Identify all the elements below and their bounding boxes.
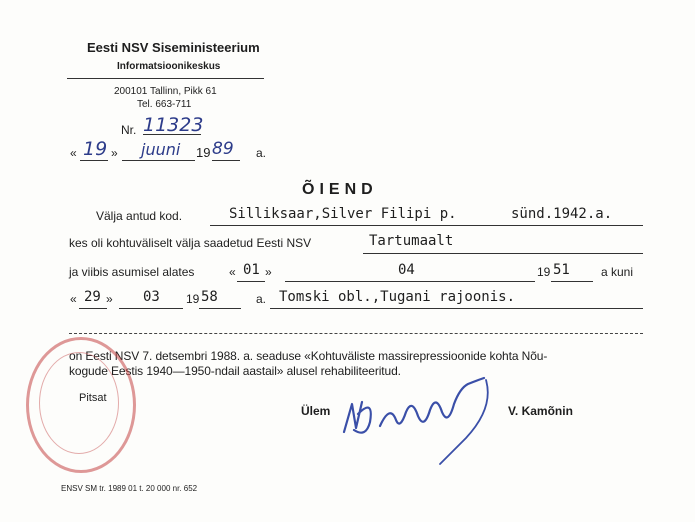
person-name: Silliksaar,Silver Filipi p. — [229, 206, 457, 222]
exile-end-day-underline — [79, 308, 107, 309]
date-year-prefix: 19 — [196, 145, 211, 160]
date-day: 19 — [83, 138, 108, 160]
reference-prefix: Nr. — [121, 123, 137, 137]
deported-from: Tartumaalt — [369, 233, 454, 249]
document-title: ÕIEND — [302, 181, 378, 198]
date-month-underline — [122, 160, 195, 161]
handwritten-signature — [336, 368, 506, 468]
reference-underline — [143, 134, 201, 135]
signatory-name: V. Kamõnin — [508, 404, 573, 418]
exile-start-day-underline — [237, 281, 265, 282]
exile-end-month-underline — [119, 308, 183, 309]
exile-location: Tomski obl.,Tugani rajoonis. — [279, 289, 516, 305]
exile-end-day: 29 — [84, 289, 101, 305]
exile-end-a: a. — [256, 292, 267, 306]
exile-end-year-suffix: 58 — [201, 289, 218, 305]
exile-until-label: a kuni — [601, 265, 634, 279]
exile-start-year-suffix: 51 — [553, 262, 570, 278]
stamp-label: Pitsat — [79, 392, 107, 404]
exile-start-month: 04 — [398, 262, 415, 278]
legal-text-line-2: kogude Eestis 1940—1950-ndail aastail» alusel rehabiliteeritud. — [69, 364, 401, 378]
date-suffix: a. — [256, 146, 267, 160]
signatory-role: Ülem — [301, 404, 331, 418]
deported-label: kes oli kohtuväliselt välja saadetud Eesti NSV — [69, 236, 312, 250]
exile-label: ja viibis asumisel alates — [69, 265, 195, 279]
exile-end-year-prefix: 19 — [186, 292, 200, 306]
ministry-name: Eesti NSV Siseministeerium — [87, 40, 260, 55]
exile-start-open-quote: « — [229, 265, 236, 279]
reference-number: 11323 — [143, 114, 204, 136]
date-month: juuni — [141, 140, 181, 159]
birth-year: sünd.1942.a. — [511, 206, 613, 222]
date-close-quote: » — [111, 146, 118, 160]
place-underline — [363, 253, 643, 254]
exile-end-month: 03 — [143, 289, 160, 305]
exile-end-year-underline — [199, 308, 241, 309]
name-underline — [210, 225, 643, 226]
date-year-underline — [212, 160, 240, 161]
exile-end-close-quote: » — [106, 292, 113, 306]
legal-text-line-1: on Eesti NSV 7. detsembri 1988. a. seaduse «Kohtuväliste massirepressioonide kohta Nõu- — [69, 349, 548, 363]
exile-start-year-underline — [551, 281, 593, 282]
exile-start-close-quote: » — [265, 265, 272, 279]
center-name: Informatsioonikeskus — [117, 61, 221, 72]
exile-start-day: 01 — [243, 262, 260, 278]
print-footer: ENSV SM tr. 1989 01 t. 20 000 nr. 652 — [61, 484, 198, 493]
header-phone: Tel. 663-711 — [137, 99, 192, 110]
exile-end-open-quote: « — [70, 292, 77, 306]
date-year-suffix: 89 — [212, 139, 234, 159]
header-address: 200101 Tallinn, Pikk 61 — [114, 86, 217, 97]
date-day-underline — [80, 160, 108, 161]
header-divider — [67, 78, 264, 79]
issued-label: Välja antud kod. — [96, 209, 183, 223]
exile-start-month-underline — [285, 281, 535, 282]
exile-start-year-prefix: 19 — [537, 265, 551, 279]
official-stamp — [26, 337, 136, 473]
blank-line — [69, 333, 643, 334]
date-open-quote: « — [70, 146, 77, 160]
exile-location-underline — [270, 308, 643, 309]
